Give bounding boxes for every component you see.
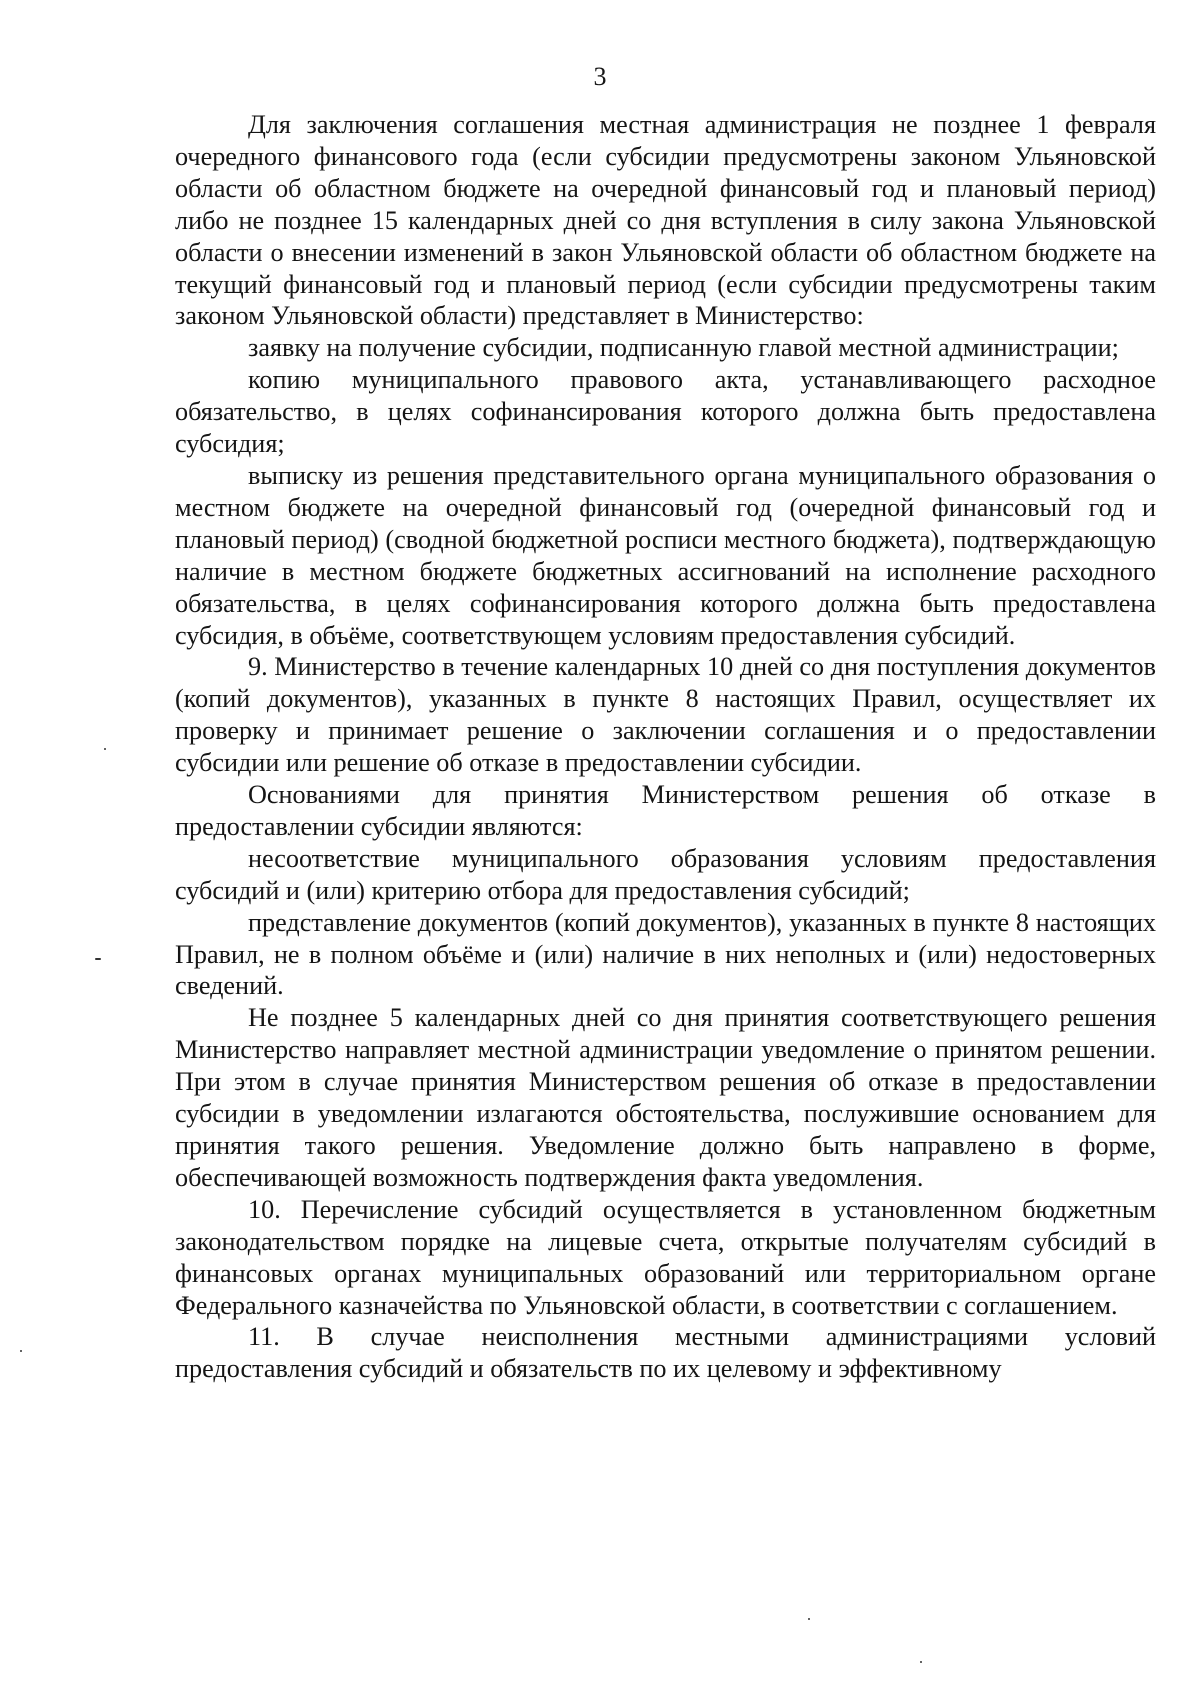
paragraph-refusal-grounds: Основаниями для принятия Министерством решения об отказе в предоставлении субсидии являются: <box>175 780 1156 841</box>
paragraph-incomplete-documents: представление документов (копий документов), указанных в пункте 8 настоящих Правил, не в полном объёме и (или) наличие в них неполных и (или) недостоверных сведений. <box>175 907 1156 1001</box>
paragraph-submission-deadline: Для заключения соглашения местная администрация не позднее 1 февраля очередного финансового года (если субсидии предусмотрены законом Ульяновской области об областном бюджете на очередной финансовый год и плановый период) либо не позднее 15 календарных дней со дня вступления в силу закона Ульяновской области о внесении изменений в закон Ульяновской области об областном бюджете на текущий финансовый год и плановый период (если субсидии предусмотрены таким законом Ульяновской области) представляет в Министерство: <box>175 110 1156 331</box>
paragraph-clause-9: 9. Министерство в течение календарных 10 дней со дня поступления документов (копий документов), указанных в пункте 8 настоящих Правил, осуществляет их проверку и принимает решение о заключении соглашения и о предоставлении субсидии или решение об отказе в предоставлении субсидии. <box>175 652 1156 778</box>
paragraph-legal-act-copy: копию муниципального правового акта, устанавливающего расходное обязательство, в целях софинансирования которого должна быть предоставлена субсидия; <box>175 365 1156 459</box>
paragraph-application: заявку на получение субсидии, подписанную главой местной администрации; <box>248 333 1119 363</box>
document-body <box>175 109 1156 1385</box>
paragraph-notification: Не позднее 5 календарных дней со дня принятия соответствующего решения Министерство направляет местной администрации уведомление о принятом решении. При этом в случае принятия Министерством решения об отказе в предоставлении субсидии в уведомлении излагаются обстоятельства, послужившие основанием для принятия такого решения. Уведомление должно быть направлено в форме, обеспечивающей возможность подтверждения факта уведомления. <box>175 1003 1156 1192</box>
scan-speck <box>808 1618 810 1620</box>
paragraph-clause-10: 10. Перечисление субсидий осуществляется в установленном бюджетным законодательством порядке на лицевые счета, открытые получателям субсидий в финансовых органах муниципальных образований или территориальном органе Федерального казначейства по Ульяновской области, в соответствии с соглашением. <box>175 1194 1156 1320</box>
paragraph-clause-11: 11. В случае неисполнения местными администрациями условий предоставления субсидий и обязательств по их целевому и эффективному <box>175 1322 1156 1384</box>
scan-speck <box>104 748 106 750</box>
page-number: 3 <box>593 62 607 91</box>
scan-speck <box>95 958 101 960</box>
paragraph-budget-extract: выписку из решения представительного органа муниципального образования о местном бюджете на очередной финансовый год (очередной финансовый год и плановый период) (сводной бюджетной росписи местного бюджета), подтверждающую наличие в местном бюджете бюджетных ассигнований на исполнение расходного обязательства, в целях софинансирования которого должна быть предоставлена субсидия, в объёме, соответствующем условиям предоставления субсидий. <box>175 460 1156 650</box>
scan-speck <box>920 1661 922 1663</box>
scan-speck <box>20 1350 22 1352</box>
paragraph-nonconformity: несоответствие муниципального образования условиям предоставления субсидий и (или) критерию отбора для предоставления субсидий; <box>175 843 1156 905</box>
